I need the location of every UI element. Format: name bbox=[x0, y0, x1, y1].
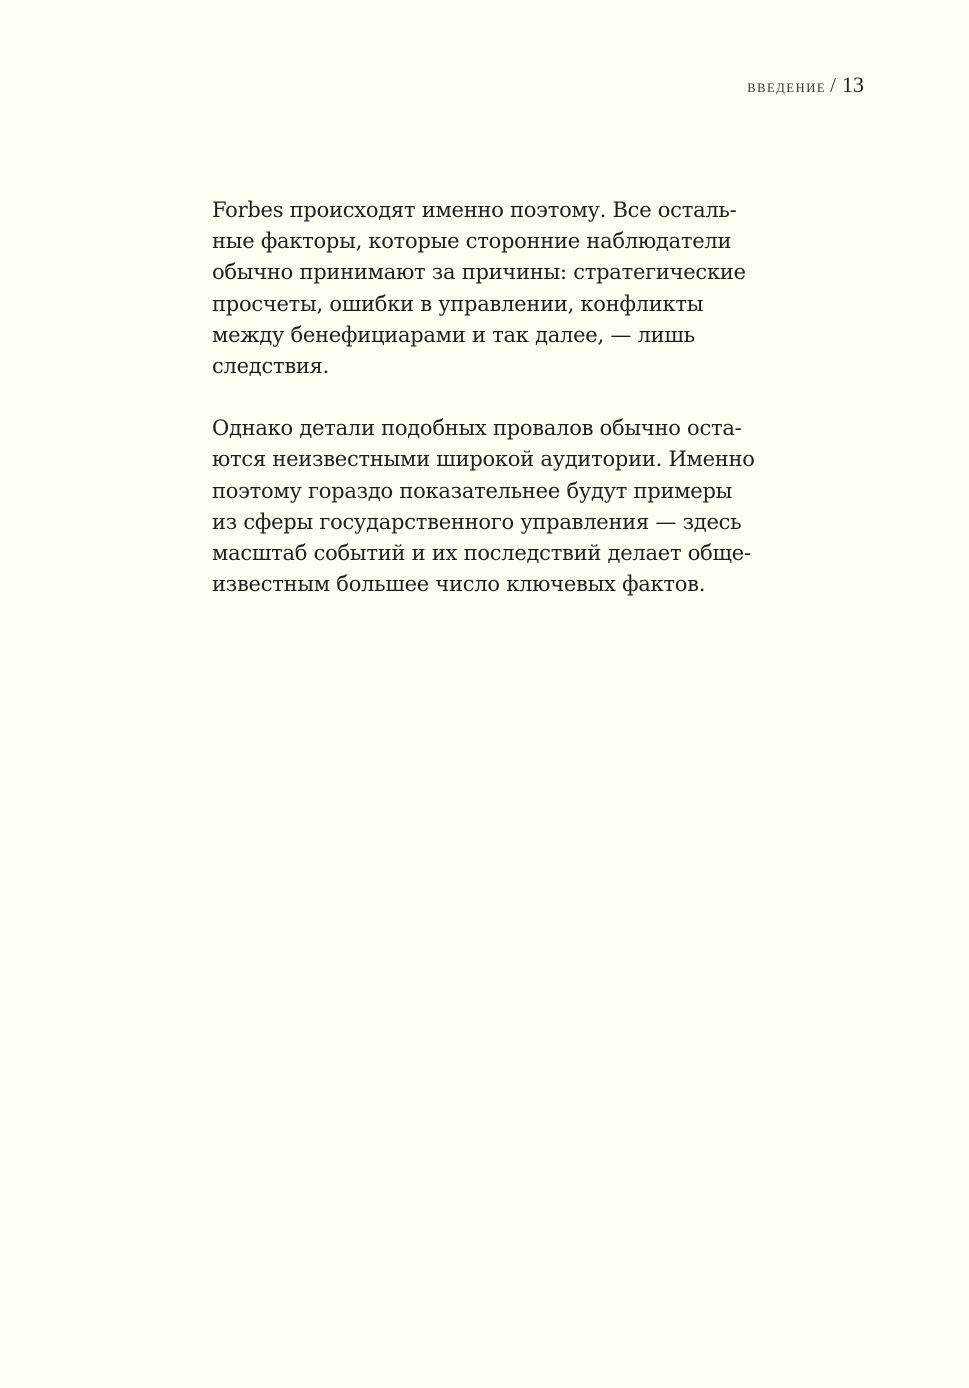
paragraph-2 bbox=[212, 413, 757, 600]
running-head bbox=[747, 72, 864, 98]
text-line: ются неизвестными широкой аудитории. Именно bbox=[212, 447, 755, 472]
text-line: обычно принимают за причины: стратегические bbox=[212, 260, 746, 285]
section-title: ВВЕДЕНИЕ bbox=[747, 81, 827, 95]
text-line: масштаб событий и их последствий делает обще- bbox=[212, 541, 751, 566]
header-separator: / bbox=[830, 73, 836, 97]
text-line: просчеты, ошибки в управлении, конфликты bbox=[212, 291, 704, 316]
body-text bbox=[212, 195, 757, 600]
text-line: следствия. bbox=[212, 354, 330, 379]
text-line: поэтому гораздо показательнее будут примеры bbox=[212, 478, 733, 503]
text-line: из сферы государственного управления — здесь bbox=[212, 509, 742, 534]
text-line: известным большее число ключевых фактов. bbox=[212, 572, 706, 597]
page-number: 13 bbox=[842, 72, 864, 97]
paragraph-1 bbox=[212, 195, 757, 382]
text-line: Однако детали подобных провалов обычно оста- bbox=[212, 416, 742, 441]
text-line: Forbes происходят именно поэтому. Все осталь- bbox=[212, 198, 737, 222]
text-line: между бенефициарами и так далее, — лишь bbox=[212, 322, 695, 347]
text-line: ные факторы, которые сторонние наблюдатели bbox=[212, 229, 732, 254]
